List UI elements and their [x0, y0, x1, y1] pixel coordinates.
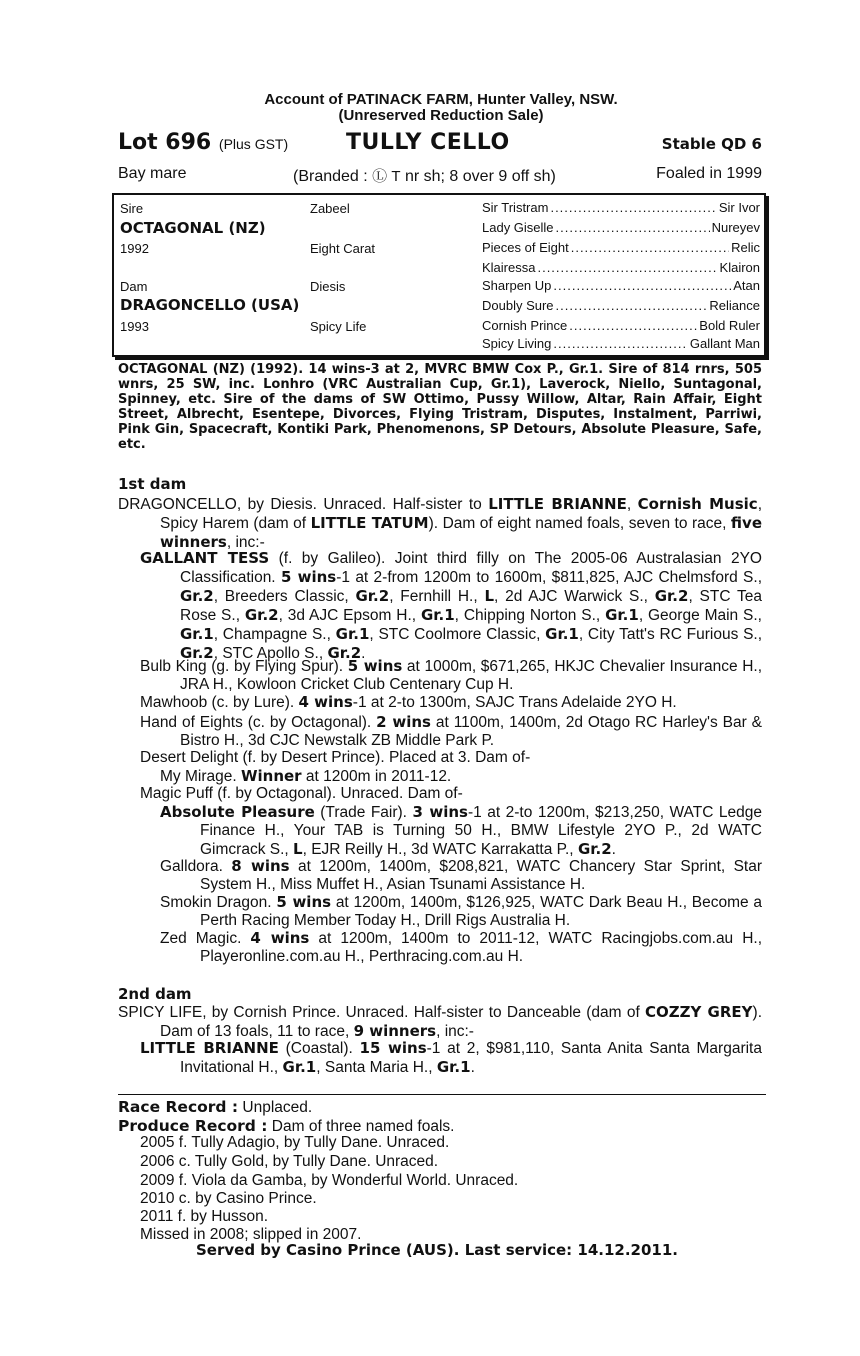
ancestor-right: Sir Ivor: [718, 200, 760, 215]
gst-note: (Plus GST): [218, 136, 289, 152]
brand-prefix: (Branded :: [293, 168, 368, 185]
account-line: Account of PATINACK FARM, Hunter Valley, NSW.: [264, 91, 618, 108]
text: Mawhoob (c. by Lure).: [140, 694, 299, 711]
ancestor-left: Klairessa: [482, 260, 536, 275]
bold-text: LITTLE BRIANNE: [488, 495, 627, 513]
text: at 1200m, 1400m, $126,925, WATC Dark Beau H., Become a Perth Racing Member Today H., Drill Rigs Australia H.: [200, 894, 762, 929]
bold-text: COZZY GREY: [645, 1003, 753, 1021]
progeny-bulb-king: [140, 657, 762, 694]
colour-sex: Bay mare: [118, 165, 187, 182]
bold-text: five winners: [160, 514, 762, 551]
progeny-gallant-tess: [140, 549, 762, 663]
grade: Gr.1: [436, 1058, 471, 1076]
ancestor-row: [482, 198, 760, 218]
pedigree-table: [112, 193, 766, 357]
grade: Gr.1: [420, 606, 455, 624]
text: at 1200m, 1400m to 2011-12, WATC Racingjobs.com.au H., Playeronline.com.au H., Perthracing.com.au H.: [200, 930, 762, 965]
produce-item: Missed in 2008; slipped in 2007.: [140, 1226, 362, 1243]
ancestor-row: [482, 218, 760, 238]
ancestor-left: Sharpen Up: [482, 278, 552, 293]
foaled-year: Foaled in 1999: [656, 165, 762, 182]
text: Desert Delight (f. by Desert Prince). Placed at 3. Dam of-: [140, 749, 531, 766]
grandprogeny-zed-magic: [160, 929, 762, 966]
produce-item: 2010 c. by Casino Prince.: [140, 1190, 317, 1207]
text: , Santa Maria H.,: [316, 1059, 437, 1076]
bold-text: 4 wins: [250, 929, 310, 947]
grade: L: [484, 587, 494, 605]
ancestor-right: Klairon: [719, 260, 760, 275]
text: , Fernhill H.,: [389, 588, 485, 605]
text: .: [361, 645, 366, 662]
dam-label: Dam: [120, 279, 148, 294]
grade: Gr.2: [355, 587, 390, 605]
text: (Coastal).: [278, 1040, 360, 1057]
brand-suffix: nr sh; 8 over 9 off sh): [404, 168, 556, 185]
bold-text: 3 wins: [412, 803, 468, 821]
sire-year: 1992: [120, 241, 149, 256]
grade: Gr.1: [282, 1058, 317, 1076]
text: , STC Apollo S.,: [213, 645, 328, 662]
text: -1 at 2-to 1200m, $213,250, WATC Ledge Finance H., Your TAB is Turning 50 H., BMW Lifestyle 2YO P., 2d WATC Gimcrack S.,: [200, 804, 762, 858]
bold-text: 9 winners: [353, 1022, 437, 1040]
ancestor-row: [482, 296, 760, 316]
horse-name: TULLY CELLO: [346, 130, 510, 155]
grade: Gr.1: [545, 625, 579, 643]
dam-dam: Spicy Life: [310, 319, 367, 334]
bold-text: 5 wins: [280, 568, 337, 586]
text: My Mirage.: [160, 768, 241, 785]
text: at 1200m, 1400m, $208,821, WATC Chancery Star Sprint, Star System H., Miss Muffet H., Asian Tsunami Assistance H.: [200, 858, 763, 893]
grade: Gr.2: [577, 840, 612, 858]
bold-text: Cornish Music: [637, 495, 758, 513]
bold-text: Winner: [240, 767, 302, 785]
grade: Gr.1: [335, 625, 370, 643]
text: at 1000m, $671,265, HKJC Chevalier Insurance H., JRA H., Kowloon Cricket Club Centenary Cup H.: [180, 658, 762, 693]
lot-line: [118, 130, 762, 158]
text: , STC Coolmore Classic,: [369, 626, 546, 643]
grade: Gr.2: [180, 644, 214, 662]
text: , George Main S.,: [638, 607, 762, 624]
bold-text: 15 wins: [359, 1039, 427, 1057]
progeny-mawhoob: [140, 693, 762, 712]
text: .: [470, 1059, 475, 1076]
text: , Spicy Harem (dam of: [160, 496, 762, 532]
produce-item: 2011 f. by Husson.: [140, 1208, 269, 1225]
progeny-hand-of-eights: [140, 713, 762, 750]
ancestor-right: Relic: [731, 240, 760, 255]
bold-text: LITTLE TATUM: [310, 514, 429, 532]
sire-label: Sire: [120, 201, 144, 216]
ancestor-right: Reliance: [709, 298, 760, 313]
text: ). Dam of 13 foals, 11 to race,: [160, 1004, 762, 1040]
text: , EJR Reilly H., 3d WATC Karrakatta P.,: [302, 841, 578, 858]
text: , Chipping Norton S.,: [454, 607, 606, 624]
text: -1 at 2-from 1200m to 1600m, $811,825, AJC Chelmsford S.,: [336, 569, 762, 586]
text: , City Tatt's RC Furious S.,: [578, 626, 763, 643]
progeny-desert-delight: [140, 749, 762, 767]
text: Galldora.: [160, 858, 232, 875]
text: ,: [626, 496, 638, 513]
grade: Gr.1: [180, 625, 214, 643]
ancestor-left: Doubly Sure: [482, 298, 554, 313]
sale-note: (Unreserved Reduction Sale): [338, 107, 544, 124]
bold-text: 5 wins: [276, 893, 332, 911]
text: SPICY LIFE, by Cornish Prince. Unraced. Half-sister to Danceable (dam of: [118, 1004, 646, 1021]
race-record-label: Race Record :: [118, 1098, 239, 1116]
dam-year: 1993: [120, 319, 149, 334]
text: , Champagne S.,: [213, 626, 336, 643]
grandprogeny-galldora: [160, 857, 762, 894]
text: ). Dam of eight named foals, seven to race,: [428, 515, 731, 532]
ancestor-right: Bold Ruler: [699, 318, 760, 333]
second-dam-intro: [118, 1003, 762, 1041]
bold-text: 2 wins: [376, 713, 431, 731]
text: Hand of Eights (c. by Octagonal).: [140, 714, 377, 731]
text: (f. by Galileo). Joint third filly on The 2005-06 Australasian 2YO Classification.: [180, 550, 762, 586]
produce-item: 2009 f. Viola da Gamba, by Wonderful World. Unraced.: [140, 1172, 519, 1189]
grandprogeny-my-mirage: [160, 767, 762, 786]
ancestor-row: [482, 238, 760, 258]
first-dam-intro: [118, 495, 762, 552]
text: DRAGONCELLO, by Diesis. Unraced. Half-sister to: [118, 496, 489, 513]
ancestor-row: [482, 276, 760, 296]
lot-number: [118, 130, 288, 155]
ancestor-left: Spicy Living: [482, 336, 552, 351]
first-dam-heading: 1st dam: [118, 475, 187, 493]
text: Bulb King (g. by Flying Spur).: [140, 658, 348, 675]
text: , 2d AJC Warwick S.,: [494, 588, 655, 605]
dam-sire: Diesis: [310, 279, 346, 294]
text: , 3d AJC Epsom H.,: [278, 607, 421, 624]
ancestor-right: Nureyev: [711, 220, 760, 235]
horse-name: GALLANT TESS: [140, 549, 270, 567]
text: , STC Tea Rose S.,: [180, 588, 762, 624]
bold-text: 4 wins: [298, 693, 353, 711]
ancestor-row: [482, 316, 760, 336]
text: -1 at 2-to 1300m, SAJC Trans Adelaide 2YO H.: [352, 694, 677, 711]
served-by: Served by Casino Prince (AUS). Last service: 14.12.2011.: [196, 1241, 678, 1259]
text: Smokin Dragon.: [160, 894, 277, 911]
sire-name: OCTAGONAL (NZ): [120, 219, 266, 237]
text: , inc:-: [226, 534, 265, 551]
ancestor-left: Lady Giselle: [482, 220, 554, 235]
grade: Gr.2: [654, 587, 689, 605]
grade: Gr.2: [180, 587, 214, 605]
grade: Gr.1: [605, 606, 639, 624]
text: Zed Magic.: [160, 930, 251, 947]
produce-item: 2006 c. Tully Gold, by Tully Dane. Unraced.: [140, 1153, 439, 1170]
horse-name: LITTLE BRIANNE: [140, 1039, 279, 1057]
dam-name: DRAGONCELLO (USA): [120, 296, 300, 314]
text: at 1100m, 1400m, 2d Otago RC Harley's Bar & Bistro H., 3d CJC Newstalk ZB Middle Park P.: [180, 714, 762, 749]
second-dam-heading: 2nd dam: [118, 985, 192, 1003]
ancestor-right: Atan: [733, 278, 760, 293]
text: .: [611, 841, 616, 858]
sire-dam: Eight Carat: [310, 241, 376, 256]
produce-item: 2005 f. Tully Adagio, by Tully Dane. Unraced.: [140, 1134, 450, 1151]
ancestor-left: Cornish Prince: [482, 318, 568, 333]
grade: Gr.2: [244, 606, 279, 624]
produce-record-value: Dam of three named foals.: [267, 1118, 455, 1135]
ancestor-left: Sir Tristram: [482, 200, 549, 215]
text: (Trade Fair).: [314, 804, 413, 821]
section-divider: [118, 1094, 766, 1095]
race-record: [118, 1098, 454, 1136]
brand-mark-icon: Ⓛ T: [372, 168, 401, 185]
brand-info: [293, 165, 556, 186]
produce-record-label: Produce Record :: [118, 1117, 268, 1135]
text: at 1200m in 2011-12.: [301, 768, 452, 785]
sire-sire: Zabeel: [310, 201, 350, 216]
text: , Breeders Classic,: [213, 588, 356, 605]
progeny-little-brianne: [140, 1039, 762, 1077]
text: Magic Puff (f. by Octagonal). Unraced. Dam of-: [140, 785, 463, 802]
grade: L: [293, 840, 303, 858]
bold-text: 5 wins: [347, 657, 403, 675]
ancestor-right: Gallant Man: [689, 336, 760, 351]
horse-name: Absolute Pleasure: [160, 803, 315, 821]
bold-text: 8 wins: [231, 857, 290, 875]
text: -1 at 2, $981,110, Santa Anita Santa Margarita Invitational H.,: [180, 1040, 762, 1076]
race-record-value: Unplaced.: [238, 1099, 313, 1116]
sale-header: [0, 92, 860, 124]
ancestor-left: Pieces of Eight: [482, 240, 569, 255]
stable-code: Stable QD 6: [661, 135, 762, 153]
lot-label: Lot 696: [118, 130, 212, 155]
text: , inc:-: [436, 1023, 474, 1040]
sire-summary: OCTAGONAL (NZ) (1992). 14 wins-3 at 2, MVRC BMW Cox P., Gr.1. Sire of 814 rnrs, 505 wnrs, 25 SW, inc. Lonhro (VRC Australian Cup, Gr.1), Laverock, Niello, Suntagonal, Spinney, etc. Sire of the dams of SW Ottimo, Pussy Willow, Altar, Rain Affair, Eight Street, Albrecht, Esentepe, Divorces, Flying Tristram, Disputes, Instalment, Parriwi, Pink Gin, Spacecraft, Kontiki Park, Phenomenons, SP Detours, Absolute Pleasure, Safe, etc.: [118, 362, 762, 452]
ancestor-row: [482, 258, 760, 278]
ancestor-row: [482, 334, 760, 354]
progeny-magic-puff: [140, 785, 762, 803]
grandprogeny-absolute-pleasure: [160, 803, 762, 859]
grandprogeny-smokin-dragon: [160, 893, 762, 930]
grade: Gr.2: [327, 644, 362, 662]
